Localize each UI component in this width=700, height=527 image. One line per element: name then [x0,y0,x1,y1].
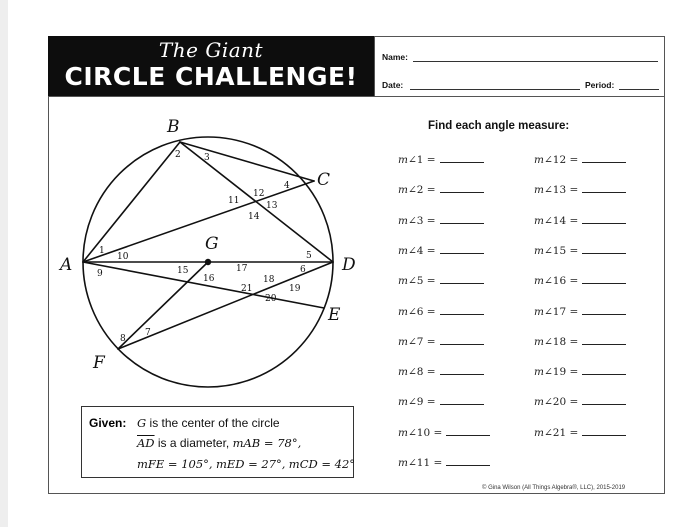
angle-number: 15 [177,266,189,276]
answer-blank[interactable] [446,426,490,436]
answer-number: 21 [552,426,567,439]
answer-blank[interactable] [582,365,626,375]
answer-number: 11 [416,457,431,469]
equals-sign: = [566,396,579,409]
given-line-1 [137,416,280,430]
answer-number: 9 [416,396,424,409]
angle-number: 3 [204,153,210,163]
answer-label: m∠ [398,244,417,257]
answer-blank[interactable] [440,153,484,163]
answer-number: 16 [552,275,567,288]
answer-row-5 [398,274,484,287]
answer-label: m∠ [534,275,553,288]
point-label-g: G [205,234,219,254]
answer-row-4 [398,244,484,257]
answer-row-1 [398,153,484,166]
answer-label: m∠ [534,305,553,318]
angle-number: 9 [97,269,103,279]
given-arc-fe: mFE = 105°, [137,457,213,471]
answer-blank[interactable] [582,305,626,315]
angle-number: 13 [266,201,278,211]
answer-row-21 [534,426,626,439]
equals-sign: = [423,396,436,409]
answer-number: 19 [552,366,567,379]
answer-label: m∠ [398,154,417,166]
equals-sign: = [566,184,579,197]
answer-row-15 [534,244,626,257]
answer-blank[interactable] [446,456,490,466]
answer-blank[interactable] [440,214,484,224]
answer-label: m∠ [398,184,417,197]
angle-number: 2 [175,150,181,160]
answer-blank[interactable] [582,395,626,405]
equals-sign: = [423,154,436,166]
answer-number: 2 [416,184,424,197]
point-label-a: A [60,255,73,275]
answer-row-20 [534,395,626,408]
equals-sign: = [430,426,443,439]
equals-sign: = [423,214,436,227]
given-arc-ed: mED = 27°, [215,457,286,471]
answer-label: m∠ [398,426,417,439]
answer-number: 20 [552,396,567,409]
answer-row-8 [398,365,484,378]
answer-blank[interactable] [440,335,484,345]
answer-row-3 [398,214,484,227]
angle-number: 18 [263,275,275,285]
angle-number: 12 [253,189,265,199]
chord-ae [83,262,324,308]
equals-sign: = [566,154,579,166]
given-diameter-seg: $\overline{AD}$ [137,436,155,450]
answer-row-11 [398,456,490,469]
angle-number: 6 [300,265,306,275]
equals-sign: = [423,244,436,257]
answer-label: m∠ [398,366,417,379]
answer-blank[interactable] [582,183,626,193]
answer-label: m∠ [534,214,553,227]
date-label: Date: [382,80,404,90]
answer-row-17 [534,305,626,318]
angle-number: 21 [241,284,253,294]
given-line-3 [137,457,355,471]
equals-sign: = [566,305,579,318]
answer-row-13 [534,183,626,196]
answer-row-7 [398,335,484,348]
answer-number: 12 [552,154,567,166]
answer-blank[interactable] [582,244,626,254]
answer-number: 13 [552,184,567,197]
answer-row-16 [534,274,626,287]
given-center-var: G [137,416,147,430]
answer-label: m∠ [534,184,553,197]
name-label: Name: [382,52,408,62]
answer-blank[interactable] [582,274,626,284]
answer-blank[interactable] [582,335,626,345]
center-point [205,259,211,265]
answer-blank[interactable] [440,305,484,315]
angle-number: 10 [117,252,129,262]
copyright: © Gina Wilson (All Things Algebra®, LLC), 2015-2019 [482,485,626,491]
answer-number: 7 [416,335,424,348]
angle-number: 20 [265,294,277,304]
answer-blank[interactable] [582,153,626,163]
radius-gf [118,262,208,349]
answer-label: m∠ [398,335,417,348]
given-diameter-text: is a diameter, [157,436,230,450]
answer-blank[interactable] [582,214,626,224]
chord-bc [180,142,314,181]
equals-sign: = [566,366,579,379]
equals-sign: = [566,426,579,439]
answer-blank[interactable] [440,183,484,193]
angle-number: 8 [120,334,126,344]
answer-blank[interactable] [440,244,484,254]
answer-label: m∠ [534,396,553,409]
equals-sign: = [430,457,443,469]
equals-sign: = [423,184,436,197]
answer-row-10 [398,426,490,439]
answer-number: 10 [416,426,431,439]
equals-sign: = [566,335,579,348]
answer-blank[interactable] [440,395,484,405]
answer-label: m∠ [534,244,553,257]
answer-label: m∠ [534,366,553,379]
given-box [81,406,354,478]
answer-number: 15 [552,244,567,257]
given-arc-ab: mAB = 78°, [232,436,302,450]
answer-label: m∠ [398,214,417,227]
answer-label: m∠ [534,335,553,348]
given-label: Given: [89,416,127,430]
instructions: Find each angle measure: [428,120,570,132]
answer-row-18 [534,335,626,348]
answer-row-2 [398,183,484,196]
answer-number: 4 [416,244,424,257]
angle-number: 1 [99,246,105,256]
title-main: CIRCLE CHALLENGE! [64,62,358,91]
angle-number: 7 [145,328,151,338]
angle-number: 14 [248,212,260,222]
answer-blank[interactable] [440,274,484,284]
answer-label: m∠ [534,154,553,166]
answer-row-9 [398,395,484,408]
answer-row-19 [534,365,626,378]
equals-sign: = [566,244,579,257]
angle-number: 16 [203,274,215,284]
answer-row-14 [534,214,626,227]
equals-sign: = [566,275,579,288]
chord-ac [83,181,314,262]
answer-label: m∠ [398,396,417,409]
answer-blank[interactable] [440,365,484,375]
answer-number: 8 [416,366,424,379]
answer-label: m∠ [398,305,417,318]
angle-number: 11 [228,196,240,206]
angle-number: 17 [236,264,248,274]
answer-row-12 [534,153,626,166]
equals-sign: = [423,366,436,379]
equals-sign: = [423,275,436,288]
given-center-text: is the center of the circle [149,416,280,430]
point-label-b: B [167,117,180,137]
answer-number: 1 [416,154,424,166]
given-line-2 [137,436,301,450]
equals-sign: = [566,214,579,227]
answer-number: 6 [416,305,424,318]
answer-number: 18 [552,335,567,348]
answer-blank[interactable] [582,426,626,436]
point-label-d: D [342,255,356,275]
answer-number: 3 [416,214,424,227]
point-label-c: C [317,170,331,190]
angle-number: 19 [289,284,301,294]
answer-label: m∠ [398,275,417,288]
point-label-e: E [328,305,341,325]
answer-label: m∠ [534,426,553,439]
answer-number: 17 [552,305,567,318]
answer-number: 14 [552,214,567,227]
given-arc-cd: mCD = 42° [288,457,356,471]
answer-number: 5 [416,275,424,288]
angle-number: 4 [284,181,290,191]
answer-row-6 [398,305,484,318]
answer-label: m∠ [398,457,417,469]
angle-number: 5 [306,251,312,261]
point-label-f: F [93,353,105,373]
period-label: Period: [585,80,615,90]
equals-sign: = [423,305,436,318]
equals-sign: = [423,335,436,348]
title-script: The Giant [158,38,264,62]
